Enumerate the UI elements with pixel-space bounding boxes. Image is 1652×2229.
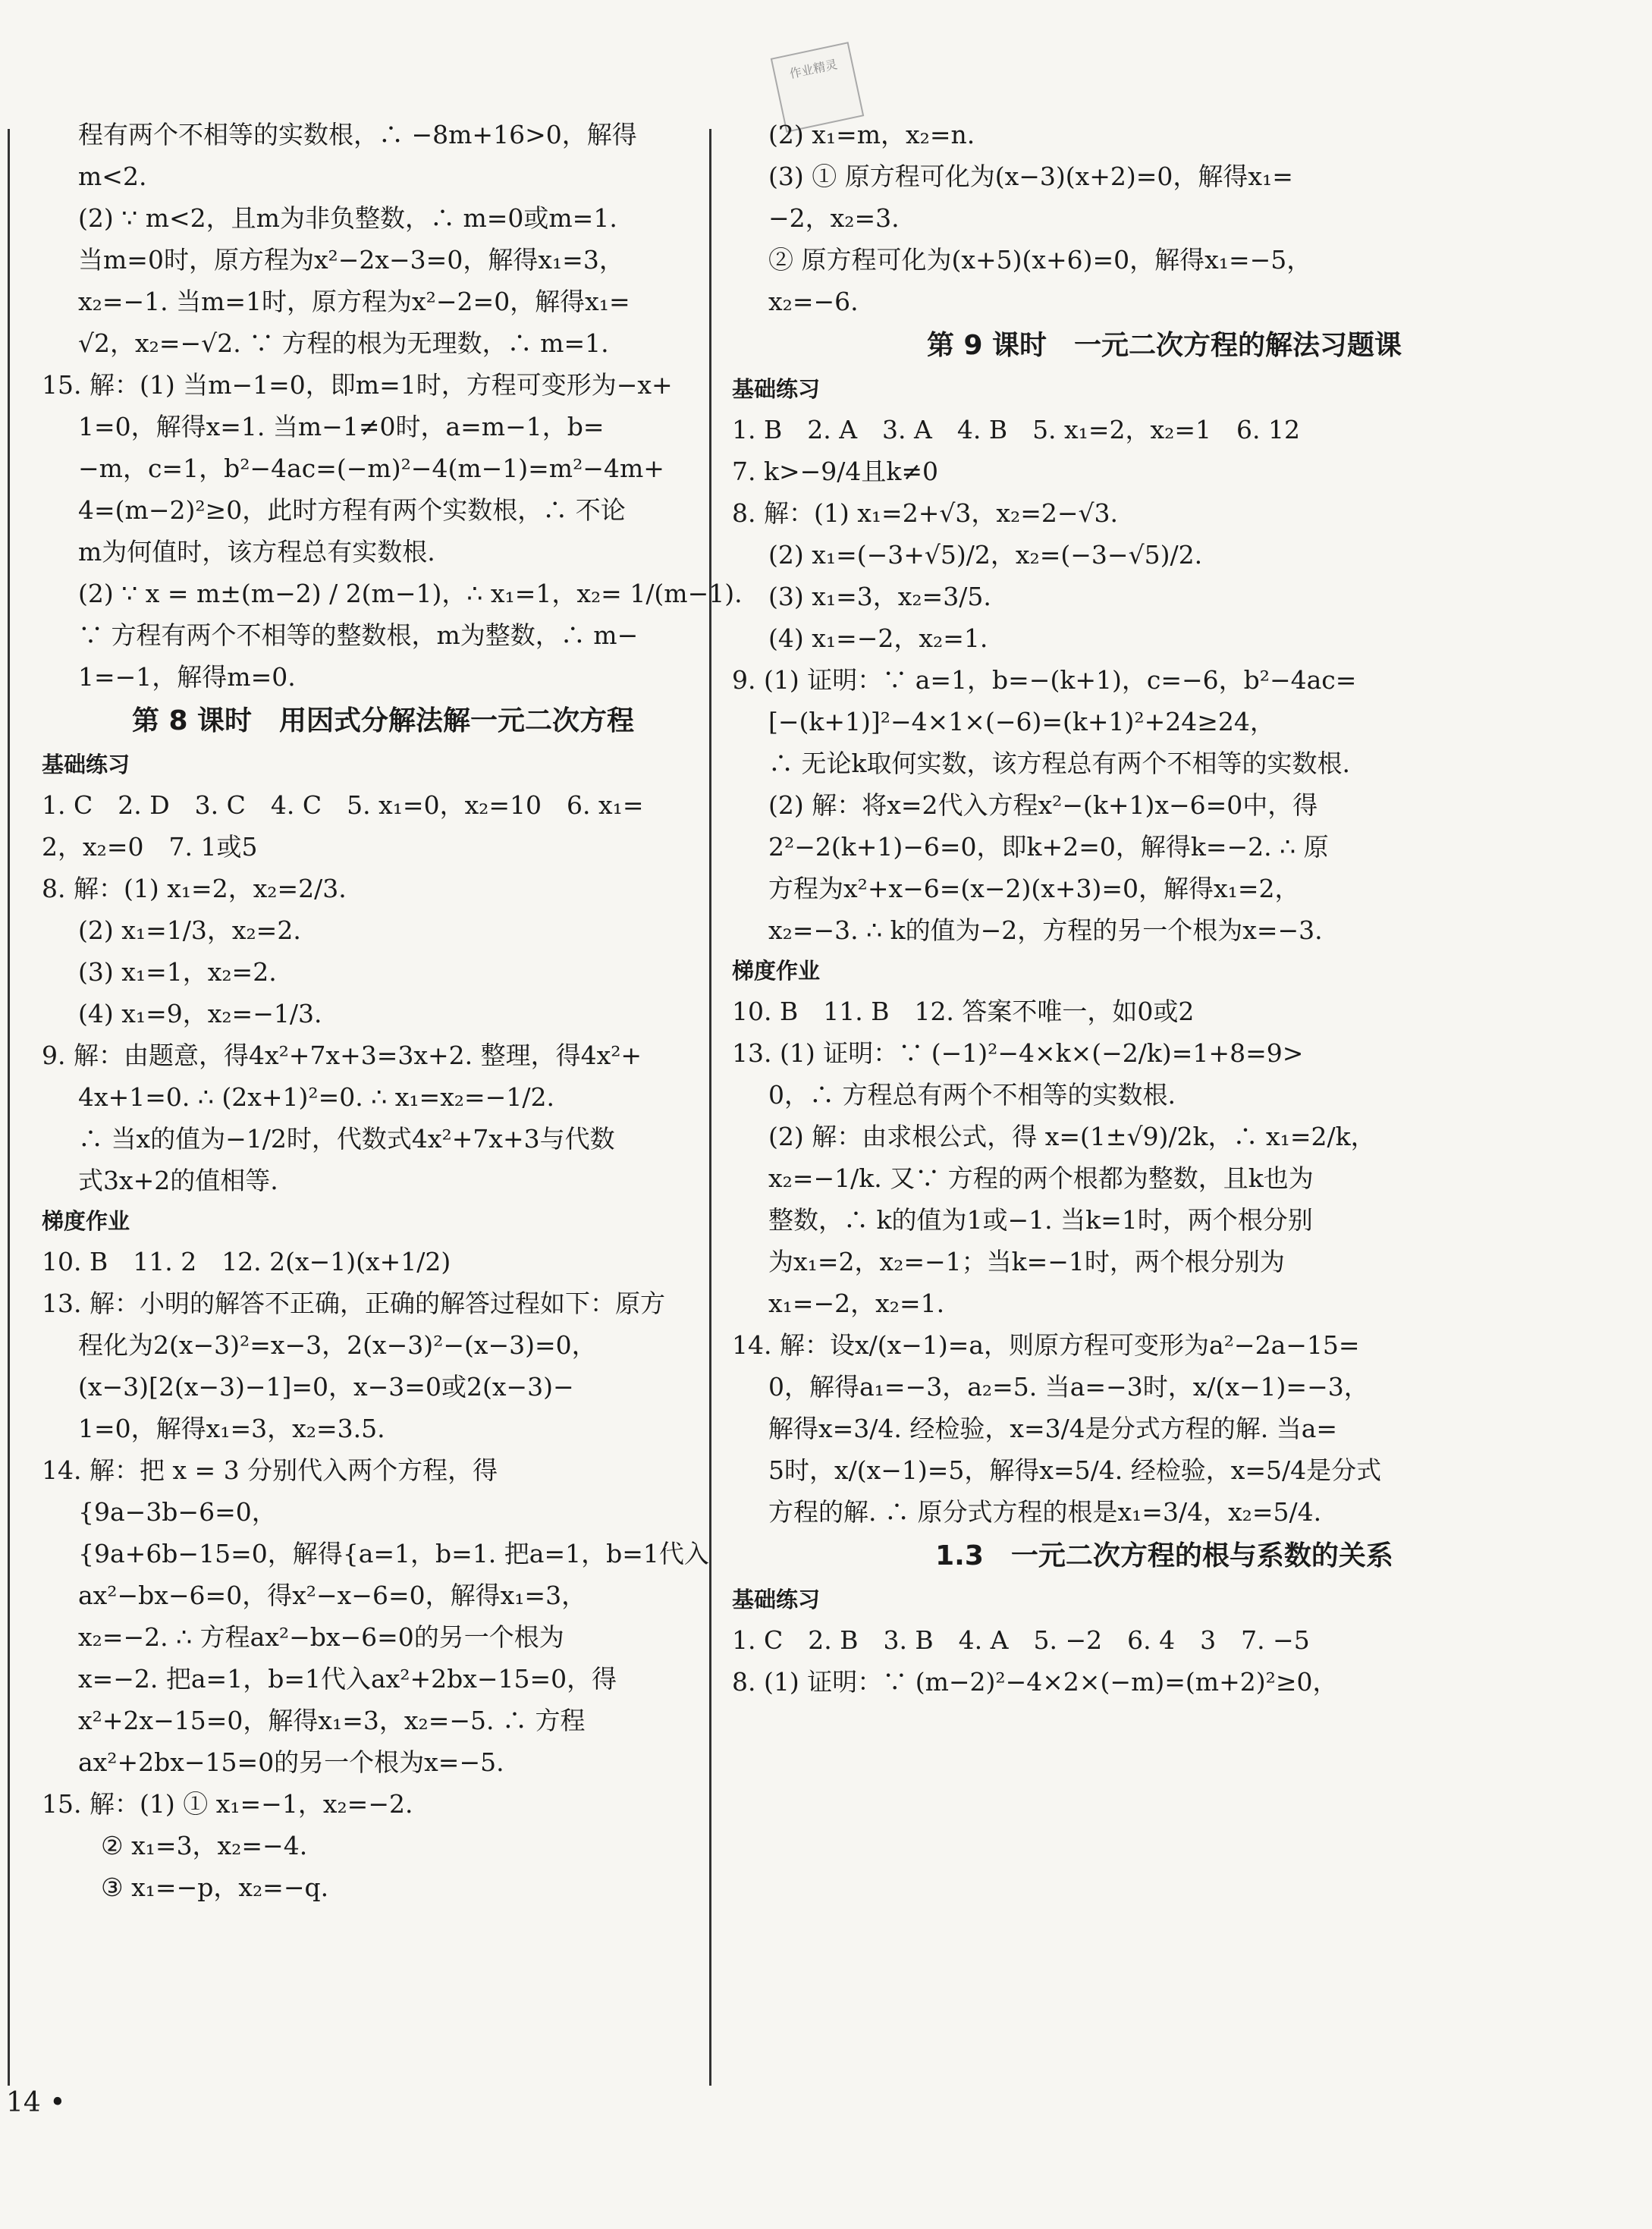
text-line: 程有两个不相等的实数根，∴ −8m+16>0，解得 [78,120,637,149]
text-line: 13. (1) 证明：∵ (−1)²−4×k×(−2/k)=1+8=9> [732,1038,1304,1068]
text-line: 7. k>−9/4且k≠0 [732,457,939,486]
text-line: ② x₁=3，x₂=−4. [101,1831,308,1860]
section-heading: 1.3 一元二次方程的根与系数的关系 [935,1540,1393,1571]
text-line: 8. (1) 证明：∵ (m−2)²−4×2×(−m)=(m+2)²≥0， [732,1667,1338,1697]
text-line: 1. C 2. D 3. C 4. C 5. x₁=0，x₂=10 6. x₁= [42,790,644,820]
text-line: m为何值时，该方程总有实数根. [78,537,435,567]
text-line: 2²−2(k+1)−6=0，即k+2=0，解得k=−2. ∴ 原 [768,832,1329,862]
text-line: 式3x+2的值相等. [78,1166,278,1195]
section-heading: 第 8 课时 用因式分解法解一元二次方程 [131,705,635,736]
text-line: ∵ 方程有两个不相等的整数根，m为整数，∴ m− [78,620,639,650]
text-line: (2) x₁=1/3，x₂=2. [78,915,301,945]
text-line: x₁=−2，x₂=1. [768,1289,945,1318]
text-line: 1=−1，解得m=0. [78,662,296,692]
text-line: 1=0，解得x₁=3，x₂=3.5. [78,1414,385,1443]
text-line: 1. B 2. A 3. A 4. B 5. x₁=2，x₂=1 6. 12 [732,415,1300,444]
text-line: (2) ∵ x = m±(m−2) / 2(m−1)，∴ x₁=1，x₂= 1/(m−1). [78,579,743,608]
text-line: 方程的解. ∴ 原分式方程的根是x₁=3/4，x₂=5/4. [768,1497,1322,1527]
text-line: (2) x₁=m，x₂=n. [768,120,975,149]
text-line: 1. C 2. B 3. B 4. A 5. −2 6. 4 3 7. −5 [732,1625,1310,1655]
text-line: 5时，x/(x−1)=5，解得x=5/4. 经检验，x=5/4是分式 [768,1455,1382,1485]
text-line: √2，x₂=−√2. ∵ 方程的根为无理数，∴ m=1. [78,328,609,358]
text-line: ∴ 无论k取何实数，该方程总有两个不相等的实数根. [768,749,1350,778]
text-line: 10. B 11. B 12. 答案不唯一，如0或2 [732,997,1195,1026]
text-line: 15. 解：(1) 当m−1=0，即m=1时，方程可变形为−x+ [42,370,673,400]
subsection-label: 基础练习 [42,752,130,777]
text-line: (x−3)[2(x−3)−1]=0，x−3=0或2(x−3)− [78,1372,574,1402]
text-line: x₂=−2. ∴ 方程ax²−bx−6=0的另一个根为 [78,1622,564,1652]
text-line: ax²−bx−6=0，得x²−x−6=0，解得x₁=3， [78,1581,587,1610]
text-line: x₂=−1/k. 又∵ 方程的两个根都为整数，且k也为 [768,1163,1314,1193]
text-line: (4) x₁=−2，x₂=1. [768,623,988,653]
section-heading: 第 9 课时 一元二次方程的解法习题课 [926,330,1402,361]
text-line: 8. 解：(1) x₁=2+√3，x₂=2−√3. [732,498,1119,528]
text-line: 0，解得a₁=−3，a₂=5. 当a=−3时，x/(x−1)=−3， [768,1372,1369,1402]
text-line: 9. (1) 证明：∵ a=1，b=−(k+1)，c=−6，b²−4ac= [732,665,1357,695]
text-line: (2) ∵ m<2，且m为非负整数，∴ m=0或m=1. [78,203,617,233]
text-line: 15. 解：(1) ① x₁=−1，x₂=−2. [42,1789,413,1819]
text-line: ② 原方程可化为(x+5)(x+6)=0，解得x₁=−5， [768,245,1312,275]
text-line: 整数，∴ k的值为1或−1. 当k=1时，两个根分别 [768,1205,1313,1235]
text-line: x=−2. 把a=1，b=1代入ax²+2bx−15=0，得 [78,1664,617,1694]
text-line: 程化为2(x−3)²=x−3，2(x−3)²−(x−3)=0， [78,1330,597,1360]
text-line: 0，∴ 方程总有两个不相等的实数根. [768,1080,1176,1110]
text-line: 为x₁=2，x₂=−1；当k=−1时，两个根分别为 [768,1247,1285,1276]
text-line: 14. 解：设x/(x−1)=a，则原方程可变形为a²−2a−15= [732,1330,1360,1360]
text-line: (4) x₁=9，x₂=−1/3. [78,999,322,1028]
text-line: m<2. [78,162,147,191]
left-margin-rule [8,129,10,2086]
text-line: (2) 解：由求根公式，得 x=(1±√9)/2k，∴ x₁=2/k， [768,1122,1376,1151]
text-line: (3) x₁=3，x₂=3/5. [768,582,991,611]
subsection-label: 基础练习 [732,1587,821,1612]
text-line: −2，x₂=3. [768,203,900,233]
watermark-stamp: 作业精灵 [771,42,864,133]
text-line: (3) ① 原方程可化为(x−3)(x+2)=0，解得x₁= [768,162,1293,191]
text-line: 1=0，解得x=1. 当m−1≠0时，a=m−1，b= [78,412,605,441]
text-line: ③ x₁=−p，x₂=−q. [101,1873,329,1902]
subsection-label: 基础练习 [732,376,821,402]
page-number: 14 • [6,2087,66,2118]
text-line: x₂=−3. ∴ k的值为−2，方程的另一个根为x=−3. [768,915,1323,945]
text-line: 4=(m−2)²≥0，此时方程有两个实数根，∴ 不论 [78,495,626,525]
text-line: {9a+6b−15=0，解得{a=1，b=1. 把a=1，b=1代入 [78,1539,709,1568]
text-line: x₂=−1. 当m=1时，原方程为x²−2=0，解得x₁= [78,287,630,316]
text-line: [−(k+1)]²−4×1×(−6)=(k+1)²+24≥24， [768,707,1275,736]
text-line: x²+2x−15=0，解得x₁=3，x₂=−5. ∴ 方程 [78,1706,586,1735]
text-line: 14. 解：把 x = 3 分别代入两个方程，得 [42,1455,498,1485]
text-line: 当m=0时，原方程为x²−2x−3=0，解得x₁=3， [78,245,624,275]
left-column [42,114,743,1908]
text-line: {9a−3b−6=0， [78,1497,277,1527]
text-line: 8. 解：(1) x₁=2，x₂=2/3. [42,874,347,903]
text-line: 2，x₂=0 7. 1或5 [42,832,258,862]
text-line: (3) x₁=1，x₂=2. [78,957,277,987]
right-column [732,114,1597,1703]
subsection-label: 梯度作业 [732,958,821,984]
text-line: 13. 解：小明的解答不正确，正确的解答过程如下：原方 [42,1289,665,1318]
text-line: (2) x₁=(−3+√5)/2，x₂=(−3−√5)/2. [768,540,1203,570]
text-line: x₂=−6. [768,287,859,316]
text-line: 解得x=3/4. 经检验，x=3/4是分式方程的解. 当a= [768,1414,1338,1443]
text-line: 4x+1=0. ∴ (2x+1)²=0. ∴ x₁=x₂=−1/2. [78,1082,554,1112]
text-line: 方程为x²+x−6=(x−2)(x+3)=0，解得x₁=2， [768,874,1300,903]
text-line: ax²+2bx−15=0的另一个根为x=−5. [78,1747,504,1777]
text-line: (2) 解：将x=2代入方程x²−(k+1)x−6=0中，得 [768,790,1318,820]
text-line: ∴ 当x的值为−1/2时，代数式4x²+7x+3与代数 [78,1124,615,1154]
text-line: 10. B 11. 2 12. 2(x−1)(x+1/2) [42,1247,451,1276]
text-line: −m，c=1，b²−4ac=(−m)²−4(m−1)=m²−4m+ [78,454,664,483]
text-line: 9. 解：由题意，得4x²+7x+3=3x+2. 整理，得4x²+ [42,1041,642,1070]
subsection-label: 梯度作业 [42,1208,130,1234]
